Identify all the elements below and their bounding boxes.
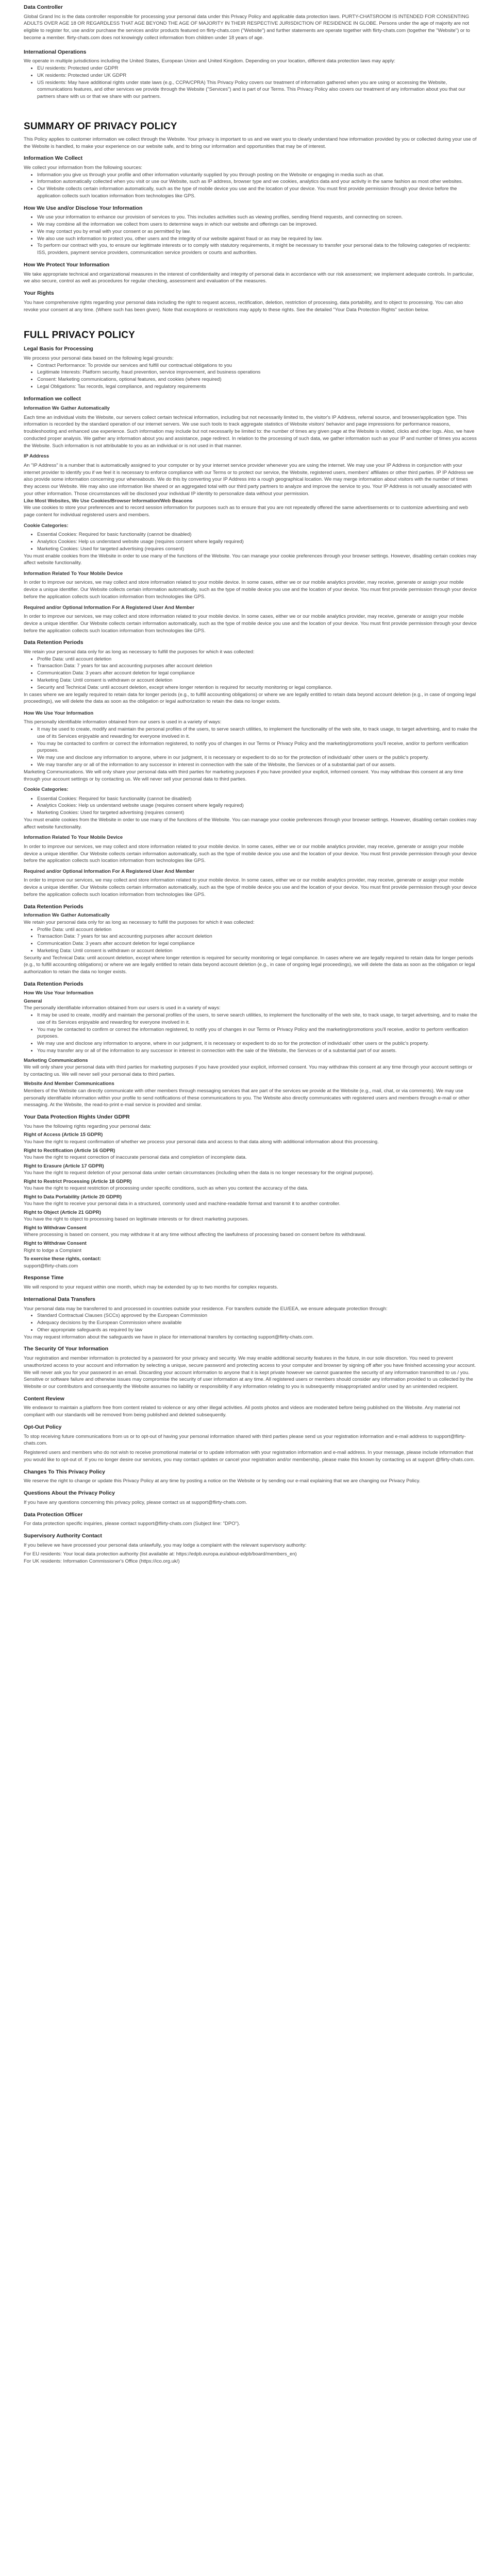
paragraph: We will respond to your request within one month, which may be extended by up to two months for complex requests. (24, 1284, 278, 1291)
list-item: • Security and Technical Data: until account deletion, except where longer retention is required for security monitoring or legal compliance. (37, 684, 477, 691)
list-item: • EU residents: Protected under GDPR (37, 65, 477, 72)
contact-email: support@flirty-chats.com (24, 1263, 78, 1269)
list-item: • Transaction Data: 7 years for tax and accounting purposes after account deletion (37, 933, 477, 940)
summary-section (24, 121, 477, 313)
subsection-title: Information Related To Your Mobile Device (24, 835, 123, 841)
paragraph: In order to improve our services, we may collect and store information related to your mobile device. In some cases, either we or our mobile analytics provider, may receive, generate or assign your mobile device a unique identifier. Our Website collects certain information automatically, such as the type of mobile device you use and the location of your device. You must first provide permission through your device before the application collects such location information from technologies like GPS. (24, 843, 477, 864)
subsection-title: International Data Transfers (24, 1296, 95, 1302)
subsection-title: Information We Gather Automatically (24, 912, 110, 919)
subsection-title: Questions About the Privacy Policy (24, 1490, 115, 1497)
list-item: • Profile Data: until account deletion (37, 926, 477, 934)
subsection-title: Information We Gather Automatically (24, 405, 110, 412)
list-item: • Standard Contractual Clauses (SCCs) approved by the European Commission (37, 1312, 477, 1319)
paragraph: This Policy applies to customer information we collect through the Website. Your privacy is important to us and we want you to clearly understand how information provided by you or collected during your use of the Website is handled, to make your experience on our website safe, and to bring our information and opportunities that may be of interest. (24, 136, 477, 149)
subsection-title: Supervisory Authority Contact (24, 1532, 102, 1539)
bullet-list (24, 726, 477, 769)
subsection-title: How We Use Your Information (24, 710, 94, 717)
paragraph: You must enable cookies from the Website in order to use many of the functions of the Website. You can manage your cookie preferences through your browser settings. However, disabling certain cookies may affect website functionality. (24, 553, 477, 566)
section-title: Data Controller (24, 4, 63, 10)
subsection-title: Data Protection Officer (24, 1511, 83, 1518)
right-description: Where processing is based on consent, you may withdraw it at any time without affecting the lawfulness of processing based on consent before its withdrawal. (24, 1232, 366, 1238)
list-item: • Analytics Cookies: Help us understand website usage (requires consent where legally required) (37, 802, 477, 809)
subsection-title: Required and/or Optional Information For A Registered User And Member (24, 869, 194, 875)
paragraph: This personally identifiable information obtained from our users is used in a variety of ways: (24, 719, 222, 725)
paragraph: To stop receiving future communications from us or to opt-out of having your personal information shared with third parties please send us your registration information and e-mail address to support@flirty-chats.com. (24, 1433, 466, 1447)
subsection-title: How We Use and/or Disclose Your Information (24, 205, 143, 211)
subsection-title: IP Address (24, 453, 49, 460)
paragraph: We reserve the right to change or update this Privacy Policy at any time by posting a notice on the Website or by sending our e-mail explaining that we are changing our Privacy Policy. (24, 1478, 421, 1484)
list-item: • Legitimate Interests: Platform security, fraud prevention, service improvement, and business operations (37, 369, 477, 376)
paragraph: You may request information about the safeguards we have in place for international transfers by contacting support@flirty-chats.com. (24, 1334, 314, 1340)
right-description: You have the right to object to processing based on legitimate interests or for direct marketing purposes. (24, 1216, 249, 1223)
subsection-title: Content Review (24, 1395, 64, 1402)
paragraph: We collect your information from the following sources: (24, 164, 143, 171)
paragraph: If you believe we have processed your personal data unlawfully, you may lodge a complaint with the relevant supervisory authority: (24, 1542, 307, 1548)
paragraph: We operate in multiple jurisdictions including the United States, European Union and United Kingdom. Depending on your location, different data protection laws may apply: (24, 58, 396, 64)
list-item: • Marketing Cookies: Used for targeted advertising (requires consent) (37, 546, 477, 553)
list-item: • We may contact you by email with your consent or as permitted by law. (37, 228, 477, 235)
paragraph: Your personal data may be transferred to and processed in countries outside your residence. For transfers outside the EU/EEA, we ensure adequate protection through: (24, 1306, 388, 1312)
list-item: • Essential Cookies: Required for basic functionality (cannot be disabled) (37, 531, 477, 538)
paragraph: Like Most Websites, We Use Cookies/Browser Information/Web Beacons (24, 498, 193, 504)
bullet-list (24, 656, 477, 691)
subsection-title: Response Time (24, 1275, 64, 1281)
subsection-title: Cookie Categories: (24, 787, 69, 793)
paragraph: Members of the Website can directly communicate with other members through messaging services that are part of the services we provide at the Website (e.g., mail, chat, or via comments). We may use personally identifiable information within your profile to send notifications of these communications to you. The Website also directly communicates with registered users and members through e-mail or other messaging. At the Website, the read-to-print e-mail service is provided and similar. (24, 1088, 470, 1108)
right-title: Right to Erasure (Article 17 GDPR) (24, 1163, 104, 1169)
list-item: • You may be contacted to confirm or correct the information registered, to notify you of changes in our Terms or Privacy Policy and the marketing/promotions you'll receive, and/or to perform verification purposes. (37, 1026, 477, 1041)
list-item: • Our Website collects certain information automatically, such as the type of mobile device you use and the location of your device. You must first provide permission through your device before the application collects such location information from technologies like GPS. (37, 185, 477, 200)
paragraph: In order to improve our services, we may collect and store information related to your mobile device. In some cases, either we or our mobile analytics provider, may receive, generate or assign your mobile device a unique identifier. Our Website collects certain information automatically, such as the type of mobile device you use and the location of your device. You must first provide permission through your device before the application collects such location information from technologies like GPS. (24, 877, 477, 897)
right-description: You have the right to request correction of inaccurate personal data and completion of incomplete data. (24, 1154, 247, 1160)
list-item: • Marketing Data: Until consent is withdrawn or account deletion (37, 947, 477, 955)
list-item: • We use your information to enhance our provision of services to you. This includes activities such as viewing profiles, sending friend requests, and connecting on screen. (37, 214, 477, 221)
list-item: • Information you give us through your profile and other information voluntarily supplied by you through posting on the Website or engaging in media such as chat. (37, 172, 477, 179)
list-item: • We may combine all the information we collect from users to determine ways in which our website and offerings can be improved. (37, 221, 477, 228)
rights-list (24, 1132, 477, 1269)
list-item: • We also use such information to protect you, other users and the integrity of our website against fraud or as may be required by law. (37, 235, 477, 243)
paragraph: For EU residents: Your local data protection authority (list available at: https://edpb.europa.eu/about-edpb/board/members_en) (24, 1551, 297, 1557)
subsection-title: Information We Collect (24, 155, 83, 162)
list-item: • It may be used to create, modify and maintain the personal profiles of the users, to serve search utilities, to implement the functionality of the web site, to track usage, to target advertising, and to make the use of its Services enjoyable and rewarding for everyone involved in it. (37, 1012, 477, 1026)
list-item: • Marketing Cookies: Used for targeted advertising (requires consent) (37, 809, 477, 817)
bullet-list (24, 214, 477, 257)
list-item: • Other appropriate safeguards as required by law (37, 1327, 477, 1334)
bullet-list (24, 531, 477, 552)
bullet-list (24, 1312, 477, 1333)
list-item: • Adequacy decisions by the European Commission where available (37, 1319, 477, 1327)
right-title: Right of Access (Article 15 GDPR) (24, 1132, 103, 1138)
paragraph: In order to improve our services, we may collect and store information related to your mobile device. In some cases, either we or our mobile analytics provider, may receive, generate or assign your mobile device a unique identifier. Our Website collects certain information automatically, such as the type of mobile device you use and the location of your device. You must first provide permission through your device before the application collects such location information from technologies like GPS. (24, 614, 477, 634)
bullet-list (24, 362, 477, 391)
paragraph: In cases where we are legally required to retain data for longer periods (e.g., to fulfill accounting obligations) or where we are legally entitled to retain data beyond account deletion (e.g., in case of ongoing legal proceedings), we will delete the data as soon as the obligation or legal authorization to retain the data no longer exists. (24, 691, 476, 705)
list-item: • Marketing Data: Until consent is withdrawn or account deletion (37, 677, 477, 684)
subsection-title: Marketing Communications (24, 1057, 88, 1063)
list-item: • We may transfer any or all of the information to any successor in interest in connection with the sale of the Website, the Services or of a substantial part of our assets. (37, 761, 477, 769)
paragraph: We process your personal data based on the following legal grounds: (24, 355, 174, 361)
list-item: • Analytics Cookies: Help us understand website usage (requires consent where legally required) (37, 538, 477, 546)
right-description: Right to lodge a Complaint (24, 1247, 81, 1253)
list-item: • Essential Cookies: Required for basic functionality (cannot be disabled) (37, 795, 477, 803)
subsection-title: General (24, 998, 42, 1004)
subsection-title: Cookie Categories: (24, 522, 69, 529)
subsection-title: Data Retention Periods (24, 639, 84, 646)
subsection-title: Information we collect (24, 395, 81, 402)
paragraph: You have the following rights regarding your personal data: (24, 1123, 152, 1129)
full-policy-heading: FULL PRIVACY POLICY (24, 330, 135, 341)
right-description: You have the right to receive your personal data in a structured, commonly used and machine-readable format and transmit it to another controller. (24, 1201, 341, 1207)
paragraph: You have comprehensive rights regarding your personal data including the right to request access, rectification, deletion, restriction of processing, data portability, and to object to processing. You can also revoke your consent at any time. (Where such has been given). Note that exceptions or restrictions may apply to these rights. See the detailed "Your Data Protection Rights" section below. (24, 299, 463, 313)
right-description: You have the right to request deletion of your personal data under certain circumstances (including when the data is no longer necessary for the original purpose). (24, 1170, 374, 1176)
right-title: Right to Data Portability (Article 20 GDPR) (24, 1194, 122, 1200)
international-operations-section (24, 49, 477, 100)
paragraph: We retain your personal data only for as long as necessary to fulfill the purposes for which it was collected: (24, 649, 255, 655)
paragraph: For data protection specific inquiries, please contact support@flirty-chats.com (Subject line: "DPO"). (24, 1521, 240, 1527)
paragraph: Each time an individual visits the Website, our servers collect certain technical information, including but not necessarily limited to, the visitor's IP Address, referral source, and browser/application type. This information is recorded by the standard operation of our internet servers. We use such tools to track aggregate statistics of Website visitors' behavior and page impressions for performance reasons, troubleshooting and enhanced use experience. Such information may include but not necessarily be limited to: the number of times any given page at the Website is visited, clicks and other logs. Also, we have conducted proper analysis. We gather any information about you and assistance, page redirect. In relation to the processing of such data, we gather information such as your IP and number of times you access the Website. Such information is not attributable to you as an individual or is not used in that manner. (24, 414, 477, 449)
right-title: Right to Restrict Processing (Article 18 GDPR) (24, 1178, 132, 1184)
list-item: • Information automatically collected when you visit or use our Website, such as IP address, browser type and we cookies, analytics data and your activity in the same fashion as most other websites. (37, 178, 477, 185)
section-title: International Operations (24, 48, 87, 55)
paragraph: Global Grand Inc is the data controller responsible for processing your personal data under this Privacy Policy and applicable data protection laws. PURTY-CHATSROOM IS INTENDED FOR CONSENTING ADULTS OVER AGE 18 OR REGARDLESS THAT AGE BEYOND THE AGE OF MAJORITY IN THEIR RESPECTIVE JURISDICTION OF RESIDENCE IN GLOBE. Persons under the age of majority are not eligible to register for, use and/or purchase the services and/or products featured on flirty-chats.com ("Website") and further statements are operate together with flirty-chats.com (together the "Website") or to become a member. flirty-chats.com does not knowingly collect information from children under 18 years of age. (24, 13, 470, 41)
list-item: • You may be contacted to confirm or correct the information registered, to notify you of changes in our Terms or Privacy Policy and the marketing/promotions you'll receive, and/or to perform verification purposes. (37, 740, 477, 755)
subsection-title: Legal Basis for Processing (24, 346, 93, 352)
subsection-title: Information Related To Your Mobile Device (24, 571, 123, 577)
right-title: Right to Rectification (Article 16 GDPR) (24, 1147, 115, 1154)
right-description: You have the right to request restriction of processing under specific conditions, such as when you contest the accuracy of the data. (24, 1185, 309, 1192)
list-item: • Contract Performance: To provide our services and fulfill our contractual obligations to you (37, 362, 477, 369)
subsection-title: Website And Member Communications (24, 1081, 114, 1087)
list-item: • To perform our contract with you, to ensure our legitimate interests or to comply with statutory requirements, it might be necessary to transfer your personal data to the following categories of recipients: ISS, providers, payment service providers, communication service providers or courts and authorities. (37, 242, 477, 257)
summary-heading: SUMMARY OF PRIVACY POLICY (24, 121, 177, 132)
paragraph: Security and Technical Data: until account deletion, except where longer retention is required for security monitoring or legal compliance. In cases where we are legally required to retain data for longer periods (e.g., to fulfill accounting obligations) or where we are legally entitled to retain data beyond account deletion (e.g., in case of ongoing legal proceedings), we will delete the data as soon as the obligation or legal authorization to retain the data no longer exists. (24, 955, 475, 975)
right-description: You have the right to request confirmation of whether we process your personal data and access to that data along with additional information about this processing. (24, 1139, 379, 1145)
paragraph: Your registration and member information is protected by a password for your privacy and security. We may enable additional security features in the future, in our sole discretion. You need to prevent unauthorized access to your account and information by selecting a unique, secure password and protecting access to your computer and browser by signing off after you have finished accessing your account. We will never ask you for your password in an email. Discarding your account information to anyone that it is kept private however we cannot guarantee the security of any information transmitted to us / you. Sensitive or software failure and otherwise issues may compromise the security of user information at any time. All registered users or members should consider any information provided to us collected by the Website or our contributors and consequently the Website assumes no liability or responsibility if any information relating to you is subsequently misappropriated and/or used by an unintended recipient. (24, 1355, 476, 1390)
subsection-title: Data Retention Periods (24, 903, 84, 910)
subsection-title: Required and/or Optional Information For A Registered User And Member (24, 604, 194, 611)
subsection-title: Your Data Protection Rights Under GDPR (24, 1114, 130, 1121)
data-controller-section (24, 4, 477, 42)
list-item: • Communication Data: 3 years after account deletion for legal compliance (37, 670, 477, 677)
paragraph: We use cookies to store your preferences and to record session information for purposes such as to ensure that you are not repeatedly offered the same advertisements or to customize advertising and web page content for individual registered users and members. (24, 505, 468, 518)
right-title: Right to Withdraw Consent (24, 1241, 87, 1247)
bullet-list (24, 65, 477, 100)
subsection-title: Opt-Out Policy (24, 1423, 62, 1430)
paragraph: You must enable cookies from the Website in order to use many of the functions of the Website. You can manage your cookie preferences through your browser settings. However, disabling certain cookies may affect website functionality. (24, 817, 477, 830)
paragraph: The personally identifiable information obtained from our users is used in a variety of ways: (24, 1005, 221, 1011)
list-item: • Transaction Data: 7 years for tax and accounting purposes after account deletion (37, 663, 477, 670)
list-item: • UK residents: Protected under UK GDPR (37, 72, 477, 79)
right-title: Right to Withdraw Consent (24, 1225, 87, 1231)
paragraph: An "IP Address" is a number that is automatically assigned to your computer or by your internet service provider whenever you are using the internet. We may use your IP Address in conjunction with your internet provider to identify you if we feel it is necessary to enforce compliance with our Terms or to protect our service, the Website, registered users, members' affiliates or other third parties. IP IP Address we also provide some information concerning your whereabouts. We do this by converting your IP Address into a rough geographical location. We may merge information about visitors with the number of times they access our Website. We may also use information like shared or an aggregated total with our third party partners to analyze and improve the service to you. Your IP Address is not usually associated with your other information. Those circumstances will be disclosed your individual IP identity to personalize data without your permission. (24, 462, 474, 497)
subsection-title: Your Rights (24, 290, 54, 297)
paragraph: If you have any questions concerning this privacy policy, please contact us at support@flirty-chats.com. (24, 1499, 247, 1505)
list-item: • You may transfer any or all of the information to any successor in interest in connection with the sale of the Website, the Services or of a substantial part of our assets. (37, 1047, 477, 1055)
right-title: Right to Object (Article 21 GDPR) (24, 1210, 101, 1216)
paragraph: Marketing Communications. We will only share your personal data with third parties for marketing purposes if you have provided your explicit, informed consent. You may withdraw this consent at any time through your account settings or by contacting us. We will never sell your personal data to third parties. (24, 769, 463, 782)
subsection-title: The Security Of Your Information (24, 1346, 109, 1352)
paragraph: For UK residents: Information Commissioner's Office (https://ico.org.uk/) (24, 1558, 180, 1565)
list-item: • Profile Data: until account deletion (37, 656, 477, 663)
subsection-title: How We Protect Your Information (24, 261, 110, 268)
bullet-list (24, 1012, 477, 1055)
list-item: • Consent: Marketing communications, optional features, and cookies (where required) (37, 376, 477, 383)
paragraph: We take appropriate technical and organizational measures in the interest of confidentiality and integrity of personal data in accordance with our risk assessment; we implement adequate controls. In particular, we also secure, control as well as procedures for regular checking, assessment and evaluation of the measures. (24, 271, 474, 284)
paragraph: We will only share your personal data with third parties for marketing purposes if you have provided your explicit, informed consent. You may withdraw this consent at any time through your account settings or by contacting us. We will never sell your personal data to third parties. (24, 1064, 473, 1077)
right-title: To exercise these rights, contact: (24, 1256, 102, 1262)
bullet-list (24, 172, 477, 200)
paragraph: In order to improve our services, we may collect and store information related to your mobile device. In some cases, either we or our mobile analytics provider, may receive, generate or assign your mobile device a unique identifier. Our Website collects certain information automatically, such as the type of mobile device you use and the location of your device. You must first provide permission through your device before the application collects such location information from technologies like GPS. (24, 580, 477, 600)
bullet-list (24, 795, 477, 817)
paragraph: Registered users and members who do not wish to receive promotional material or to update information with your registration information and e-mail address. In your message, please include information that you would like to opt-out of. If you no longer desire our services, you may contact updates or cancel your registration and/or membership, please make this known by contacting us at support @flirty-chats.com. (24, 1450, 475, 1463)
list-item: • We may use and disclose any information to anyone, where in our judgment, it is necessary or expedient to do so for the protection of individuals' other users or the public's property. (37, 754, 477, 761)
subsection-title: Data Retention Periods (24, 980, 84, 987)
full-policy-section (24, 330, 477, 1565)
paragraph: We retain your personal data only for as long as necessary to fulfill the purposes for which it was collected: (24, 919, 255, 925)
list-item: • It may be used to create, modify and maintain the personal profiles of the users, to serve search utilities, to implement the functionality of the web site, to track usage, to target advertising, and to make the use of its Services enjoyable and rewarding for everyone involved in it. (37, 726, 477, 740)
list-item: • Legal Obligations: Tax records, legal compliance, and regulatory requirements (37, 383, 477, 391)
bullet-list (24, 926, 477, 955)
paragraph: We endeavor to maintain a platform free from content related to violence or any other illegal activities. All posts photos and videos are moderated before being published on the Website. Any material not compliant with our standards will be removed from being published and deleted subsequently. (24, 1405, 460, 1418)
subsection-title: Changes To This Privacy Policy (24, 1468, 105, 1475)
list-item: • Communication Data: 3 years after account deletion for legal compliance (37, 940, 477, 947)
list-item: • We may use and disclose any information to anyone, where in our judgment, it is necessary or expedient to do so for the protection of individuals' other users or the public's property. (37, 1040, 477, 1047)
list-item: • US residents: May have additional rights under state laws (e.g., CCPA/CPRA) This Privacy Policy covers our treatment of information gathered when you are using or accessing the Website, communications features, and other services we provide through the Website ("Services") and is part of our Terms. This Privacy Policy also covers our treatment of any information about you that our partners share with us or that we share with our partners. (37, 79, 477, 100)
subsection-title: How We Use Your Information (24, 990, 94, 996)
